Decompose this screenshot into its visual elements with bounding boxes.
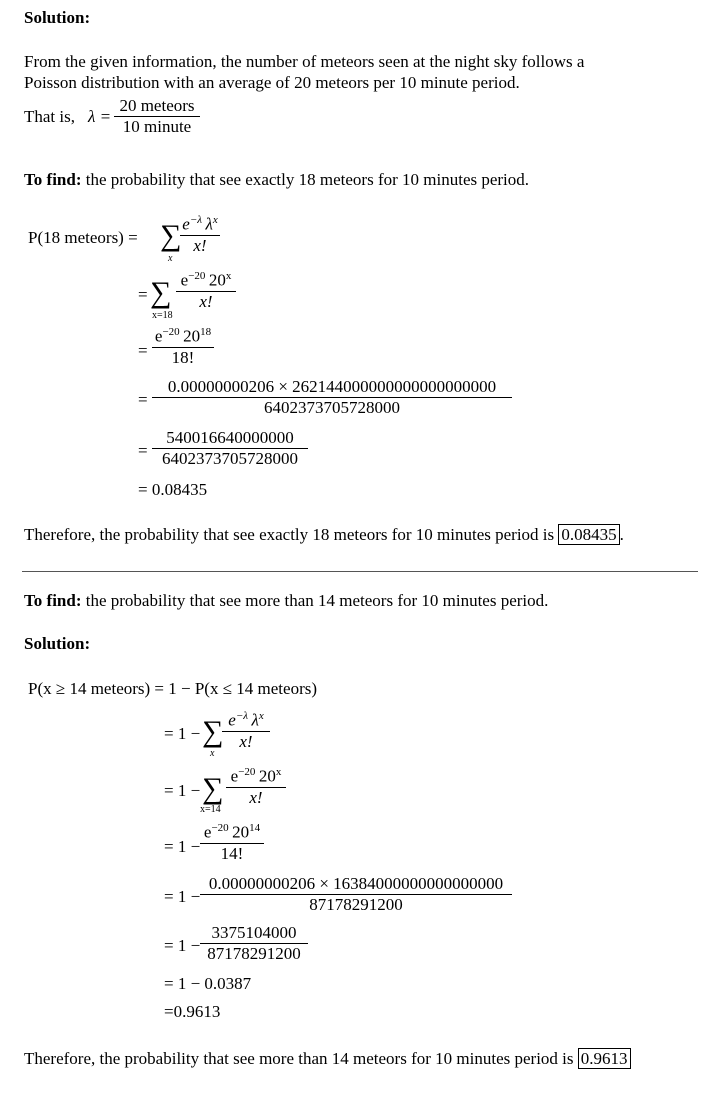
pmf-denominator: x! <box>193 235 207 255</box>
conclusion-text: Therefore, the probability that see exactly 18 meteors for 10 minutes period is <box>24 525 555 544</box>
pmf-fraction <box>180 214 220 256</box>
one-minus: = 1 − <box>164 887 201 906</box>
to-find-2 <box>24 591 548 611</box>
sigma-symbol: ∑ <box>150 276 172 309</box>
one-minus: = 1 − <box>164 936 201 955</box>
pmf-numerator: $e^{-\lambda}$ $\lambda^x$ <box>228 710 264 730</box>
equation-lhs-2: P(x ≥ 14 meteors) = 1 − P(x ≤ 14 meteors) <box>28 679 318 698</box>
result-value: = 0.08435 <box>138 480 208 499</box>
lambda-fraction <box>114 96 200 137</box>
intro-line-1: From the given information, the number of meteors seen at the night sky follows a <box>24 52 585 71</box>
p2-step1-fraction <box>226 766 286 808</box>
conclusion-1 <box>24 525 624 545</box>
lambda-numerator: 20 meteors <box>119 96 195 115</box>
to-find-label: To find: <box>24 591 82 610</box>
p2-step3-denominator: 87178291200 <box>309 895 403 914</box>
p2-step4-denominator: 87178291200 <box>207 944 301 963</box>
that-is-label: That is, <box>24 107 75 126</box>
p2-result-value: =0.9613 <box>164 1002 221 1021</box>
to-find-text: the probability that see exactly 18 meteors for 10 minutes period. <box>85 170 530 189</box>
sum-index: x <box>168 253 173 264</box>
step4-denominator: 6402373705728000 <box>162 449 298 468</box>
step1-numerator: $e^{-20}$ 20$^x$ <box>180 270 232 290</box>
conclusion-text: Therefore, the probability that see more than 14 meteors for 10 minutes period is <box>24 1049 574 1068</box>
sum-index: x=14 <box>200 804 221 815</box>
sigma-symbol: ∑ <box>160 219 182 252</box>
lambda-denominator: 10 minute <box>122 117 192 136</box>
p2-step3-fraction <box>200 874 512 915</box>
sigma-symbol: ∑ <box>202 715 224 748</box>
equation-lhs: P(18 meteors) = <box>28 228 138 247</box>
lambda-equals: λ = <box>88 107 112 126</box>
step2-denominator: 18! <box>171 347 195 367</box>
equals-sign: = <box>138 390 148 409</box>
solution-heading-2: Solution: <box>24 634 91 653</box>
sigma-symbol: ∑ <box>202 772 224 805</box>
step2-fraction <box>152 326 214 368</box>
answer-box: 0.08435 <box>558 524 619 545</box>
conclusion-2 <box>24 1049 631 1069</box>
to-find-label: To find: <box>24 170 82 189</box>
step3-numerator: 0.00000000206 × 262144000000000000000000 <box>167 377 497 396</box>
p2-step2-denominator: 14! <box>220 843 244 863</box>
step2-numerator: $e^{-20}$ $20^{18}$ <box>154 326 212 346</box>
step1-denominator: x! <box>199 291 213 311</box>
section-divider <box>22 571 698 572</box>
solution-heading: Solution: <box>24 8 91 27</box>
step4-numerator: 540016640000000 <box>166 428 294 447</box>
p2-step2-fraction <box>200 822 264 864</box>
answer-box: 0.9613 <box>578 1048 631 1069</box>
pmf-denominator: x! <box>239 731 253 751</box>
equals-sign: = <box>138 441 148 460</box>
to-find-text: the probability that see more than 14 meteors for 10 minutes period. <box>85 591 549 610</box>
p2-step4-numerator: 3375104000 <box>211 923 297 942</box>
sum-index: x=18 <box>152 310 173 321</box>
p2-step5: = 1 − 0.0387 <box>164 974 252 993</box>
to-find-1 <box>24 170 529 190</box>
p2-step4-fraction <box>200 923 308 964</box>
intro-line-2: Poisson distribution with an average of 20 meteors per 10 minute period. <box>24 73 520 92</box>
step3-fraction <box>152 377 512 418</box>
one-minus: = 1 − <box>164 837 201 856</box>
p2-step3-numerator: 0.00000000206 × 16384000000000000000 <box>208 874 504 893</box>
p2-step1-denominator: x! <box>249 787 263 807</box>
equals-sign: = <box>138 285 148 304</box>
pmf-fraction <box>222 710 270 752</box>
one-minus: = 1 − <box>164 781 201 800</box>
pmf-numerator: $e^{-\lambda}$ $\lambda^x$ <box>182 214 218 234</box>
step3-denominator: 6402373705728000 <box>264 398 400 417</box>
p2-step2-numerator: $e^{-20}$ $20^{14}$ <box>203 822 261 842</box>
p2-step1-numerator: $e^{-20}$ 20$^x$ <box>230 766 282 786</box>
step1-fraction <box>176 270 236 312</box>
step4-fraction <box>152 428 308 469</box>
sum-index: x <box>210 748 215 759</box>
period: . <box>619 525 624 544</box>
equals-sign: = <box>138 341 148 360</box>
one-minus: = 1 − <box>164 724 201 743</box>
